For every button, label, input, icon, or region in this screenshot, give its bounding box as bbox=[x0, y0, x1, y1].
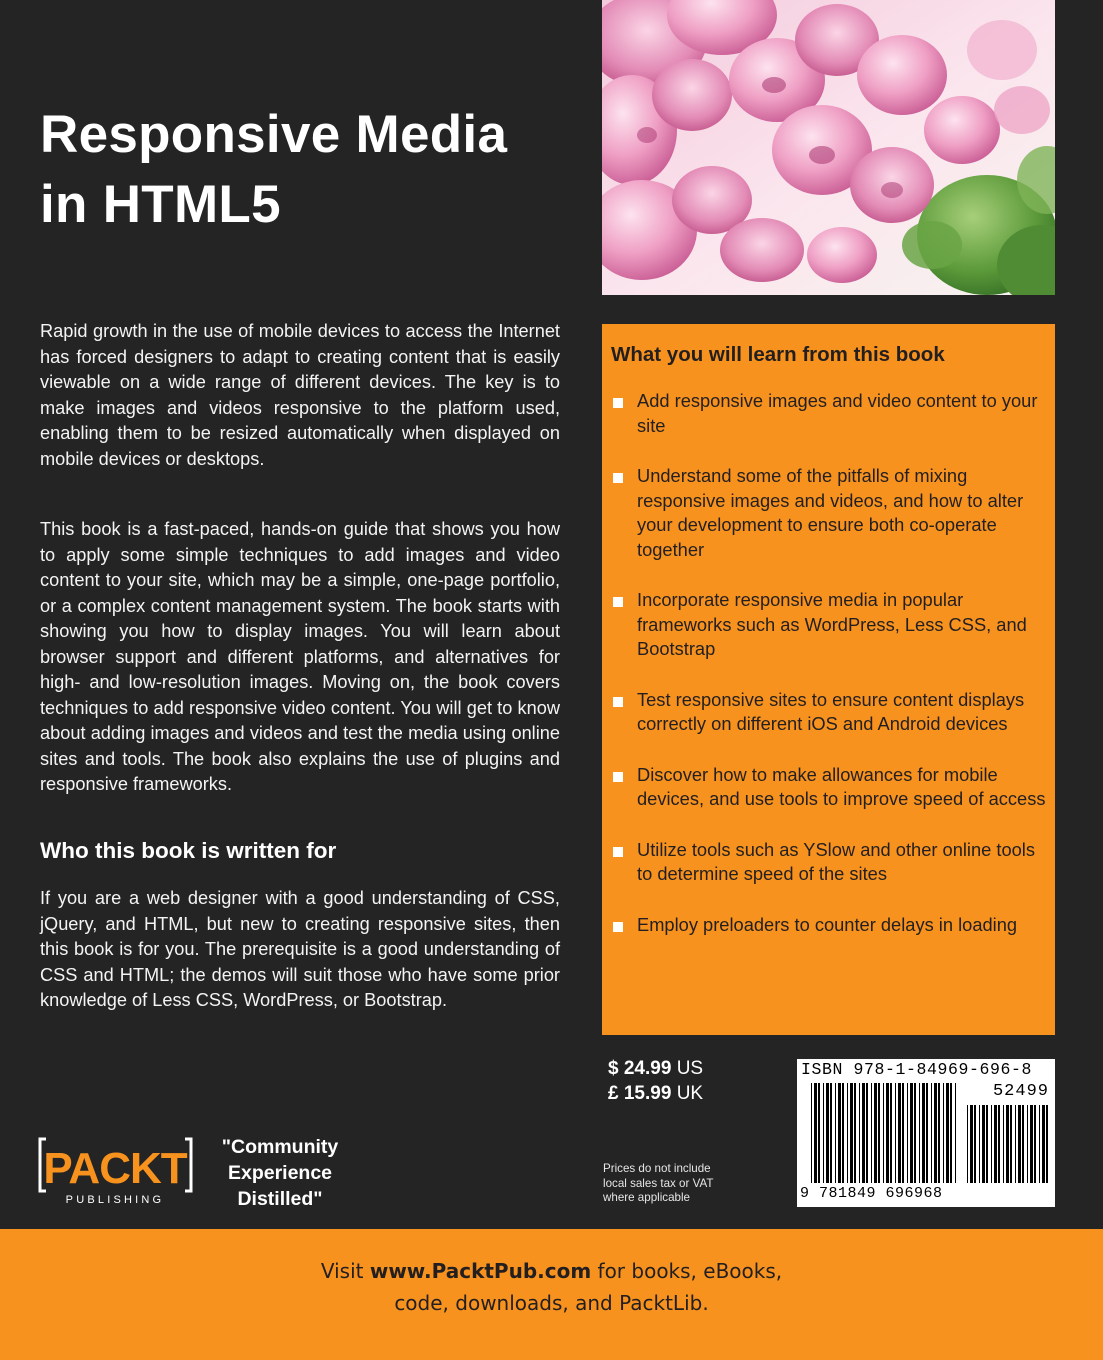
footer-suffix: for books, eBooks, bbox=[591, 1259, 783, 1283]
price-note bbox=[603, 1162, 713, 1206]
square-bullet-icon bbox=[613, 697, 623, 707]
square-bullet-icon bbox=[613, 922, 623, 932]
learn-item-text: Employ preloaders to counter delays in loading bbox=[637, 913, 1018, 935]
ean-digits: 9 781849 696968 bbox=[800, 1185, 943, 1202]
price-uk-label: UK bbox=[676, 1083, 704, 1104]
price-us bbox=[608, 1056, 703, 1081]
isbn-number: ISBN 978-1-84969-696-8 bbox=[801, 1060, 1033, 1079]
square-bullet-icon bbox=[613, 847, 623, 857]
description-paragraph-1: Rapid growth in the use of mobile devices to access the Internet has forced designers to adapt to creating content that is easily viewable on a wide range of different devices. The key is to make images and videos responsive to the platform used, enabling them to be resized automatically when displayed on mobile devices or desktops. bbox=[40, 321, 560, 469]
packt-logo bbox=[38, 1133, 193, 1213]
packt-logo-word: PACKT bbox=[43, 1144, 187, 1193]
orchid-flowers-image bbox=[602, 0, 1055, 295]
book-title bbox=[40, 100, 600, 240]
learn-item bbox=[611, 588, 1046, 662]
footer-banner bbox=[0, 1229, 1103, 1360]
price-uk bbox=[608, 1081, 703, 1106]
learn-panel bbox=[602, 324, 1055, 1035]
price-supplement-code: 52499 bbox=[992, 1082, 1049, 1101]
flower-photo bbox=[602, 0, 1055, 295]
square-bullet-icon bbox=[613, 772, 623, 782]
audience-heading: Who this book is written for bbox=[40, 838, 337, 863]
price-uk-amount: £ 15.99 bbox=[608, 1083, 672, 1104]
tagline-line: "Community bbox=[221, 1136, 339, 1158]
tagline-line: Distilled" bbox=[237, 1188, 323, 1210]
price-note-line: where applicable bbox=[603, 1191, 691, 1204]
footer-prefix: Visit bbox=[320, 1259, 370, 1283]
learn-item bbox=[611, 389, 1046, 438]
learn-item-text: Discover how to make allowances for mobile devices, and use tools to improve speed of access bbox=[637, 763, 1046, 809]
price-us-amount: $ 24.99 bbox=[608, 1058, 672, 1079]
learn-item bbox=[611, 464, 1046, 562]
price-note-line: local sales tax or VAT bbox=[603, 1176, 714, 1190]
description-paragraph-2: This book is a fast-paced, hands-on guide that shows you how to apply some simple techniques to add images and video content to your site, which may be a simple, one-page portfolio, or a complex content management system. The book starts with showing you how to display images. You will learn about browser support and different platforms, and alternatives for high- and low-resolution images. Moving on, the book covers techniques to add responsive video content. You will get to know about adding images and videos and test the media using online sites and tools. The book also explains the use of plugins and responsive frameworks. bbox=[40, 519, 560, 794]
learn-item-text: Incorporate responsive media in popular frameworks such as WordPress, Less CSS, and Bootstrap bbox=[637, 589, 1027, 659]
audience-paragraph: If you are a web designer with a good understanding of CSS, jQuery, and HTML, but new to creating responsive sites, then this book is for you. The prerequisite is a good understanding of CSS and HTML; the demos will suit those who have some prior knowledge of Less CSS, WordPress, or Bootstrap. bbox=[40, 888, 560, 1010]
learn-item-text: Utilize tools such as YSlow and other online tools to determine speed of the sites bbox=[637, 838, 1036, 884]
learn-item-text: Test responsive sites to ensure content displays correctly on different iOS and Android devices bbox=[637, 688, 1025, 734]
price-us-label: US bbox=[676, 1058, 704, 1079]
learn-item bbox=[611, 763, 1046, 812]
learn-heading: What you will learn from this book bbox=[611, 343, 945, 366]
square-bullet-icon bbox=[613, 398, 623, 408]
footer-line-1 bbox=[0, 1255, 1103, 1287]
isbn-barcode bbox=[797, 1059, 1055, 1207]
footer-line-2: code, downloads, and PacktLib. bbox=[394, 1291, 709, 1315]
footer-site-link[interactable]: www.PacktPub.com bbox=[369, 1259, 592, 1283]
publisher-tagline bbox=[210, 1134, 350, 1212]
learn-item bbox=[611, 688, 1046, 737]
learn-list bbox=[611, 389, 1046, 963]
tagline-line: Experience bbox=[227, 1162, 333, 1184]
packt-logo-sub: PUBLISHING bbox=[65, 1194, 165, 1206]
price-note-line: Prices do not include bbox=[603, 1162, 711, 1175]
learn-item-text: Add responsive images and video content to your site bbox=[637, 390, 1038, 436]
square-bullet-icon bbox=[613, 473, 623, 483]
learn-item bbox=[611, 913, 1046, 938]
title-line-2: in HTML5 bbox=[40, 175, 281, 234]
title-line-1: Responsive Media bbox=[40, 105, 508, 164]
learn-item-text: Understand some of the pitfalls of mixing responsive images and videos, and how to alter your development to ensure both co-operate together bbox=[637, 465, 1024, 560]
price-block bbox=[608, 1056, 703, 1106]
learn-item bbox=[611, 838, 1046, 887]
square-bullet-icon bbox=[613, 597, 623, 607]
